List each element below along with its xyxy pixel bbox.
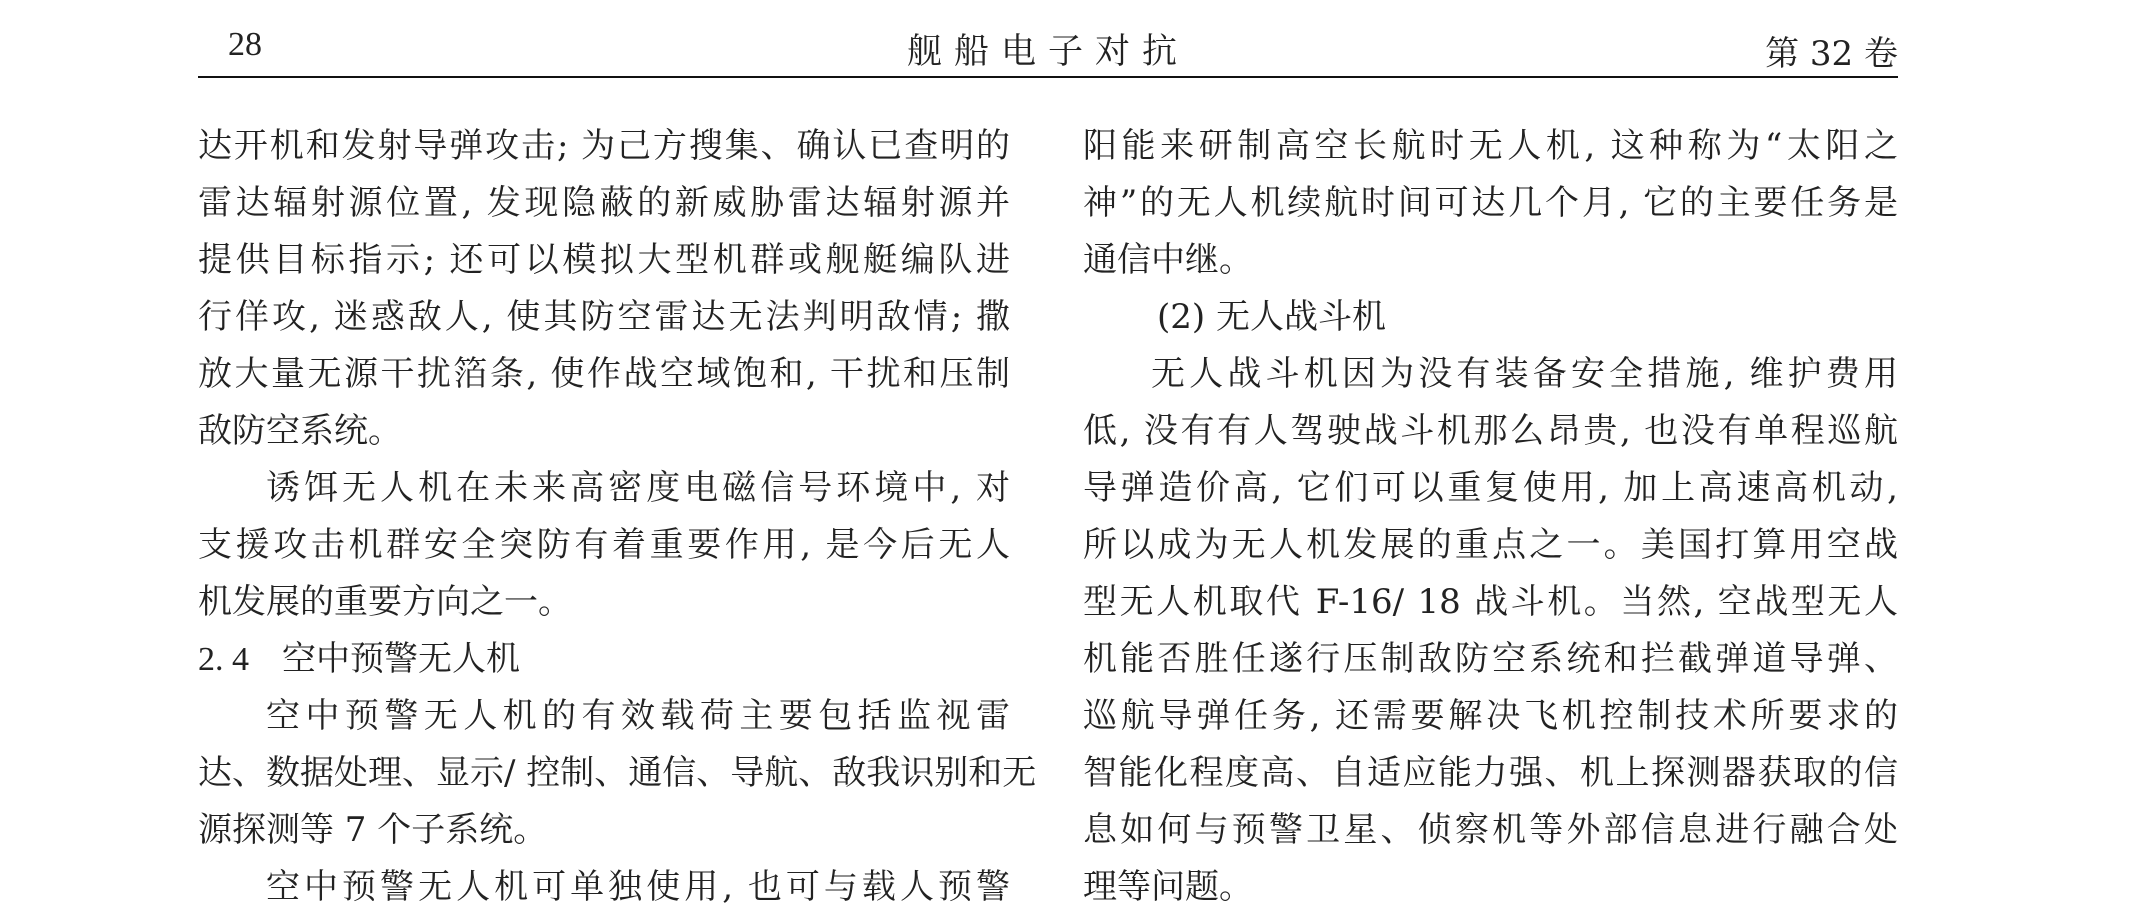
page-number: 28 [228,26,262,63]
text-line: 低, 没有有人驾驶战斗机那么昂贵, 也没有单程巡航 [1083,411,1898,451]
text-line: 息如何与预警卫星、侦察机等外部信息进行融合处 [1083,810,1898,850]
text-line: 提供目标指示; 还可以模拟大型机群或舰艇编队进 [198,240,1010,280]
text-line: 行佯攻, 迷惑敌人, 使其防空雷达无法判明敌情; 撒 [198,297,1010,337]
subsection-heading: (2) 无人战斗机 [1157,297,1386,337]
text-line: 支援攻击机群安全突防有着重要作用, 是今后无人 [198,525,1010,565]
section-heading [198,631,1010,688]
text-line: 型无人机取代 F-16/ 18 战斗机。当然, 空战型无人 [1083,582,1898,622]
text-line: 诱饵无人机在未来高密度电磁信号环境中, 对 [266,468,1010,508]
text-line: 智能化程度高、自适应能力强、机上探测器获取的信 [1083,753,1898,793]
text-line: 无人战斗机因为没有装备安全措施, 维护费用 [1151,354,1898,394]
text-line: 阳能来研制高空长航时无人机, 这种称为“太阳之 [1083,126,1898,166]
text-line: 空中预警无人机的有效载荷主要包括监视雷 [266,696,1010,736]
paragraph-continued [198,118,1010,460]
text-line: 巡航导弹任务, 还需要解决飞机控制技术所要求的 [1083,696,1898,736]
text-line: 放大量无源干扰箔条, 使作战空域饱和, 干扰和压制 [198,354,1010,394]
text-line: 达、数据处理、显示/ 控制、通信、导航、敌我识别和无 [198,753,1037,793]
text-line: 空中预警无人机可单独使用, 也可与载人预警 [266,867,1010,907]
paragraph-aew-payload [198,688,1037,859]
text-line: 所以成为无人机发展的重点之一。美国打算用空战 [1083,525,1898,565]
text-line: 机发展的重要方向之一。 [198,582,572,622]
text-line: 达开机和发射导弹攻击; 为己方搜集、确认已查明的 [198,126,1010,166]
text-line: 神”的无人机续航时间可达几个月, 它的主要任务是 [1083,183,1898,223]
text-line: 理等问题。 [1083,867,1253,907]
volume-label: 第 32 卷 [1765,34,1898,74]
text-line: 机能否胜任遂行压制敌防空系统和拦截弹道导弹、 [1083,639,1898,679]
paragraph-aew-usage [198,859,1010,916]
running-header [198,20,1898,78]
text-line: 通信中继。 [1083,240,1253,280]
section-number: 2. 4 [198,641,249,678]
text-line: 导弹造价高, 它们可以重复使用, 加上高速高机动, [1083,468,1898,508]
paragraph-combat-uav [1083,346,1898,916]
text-line: 源探测等 7 个子系统。 [198,810,548,850]
paragraph-solar-uav [1083,118,1898,289]
journal-title: 舰船电子对抗 [906,32,1189,72]
left-column [198,118,1037,916]
section-title: 空中预警无人机 [282,639,520,679]
text-line: 敌防空系统。 [198,411,402,451]
paragraph-decoy-uav [198,460,1010,631]
text-line: 雷达辐射源位置, 发现隐蔽的新威胁雷达辐射源并 [198,183,1010,223]
right-column [1083,118,1898,916]
